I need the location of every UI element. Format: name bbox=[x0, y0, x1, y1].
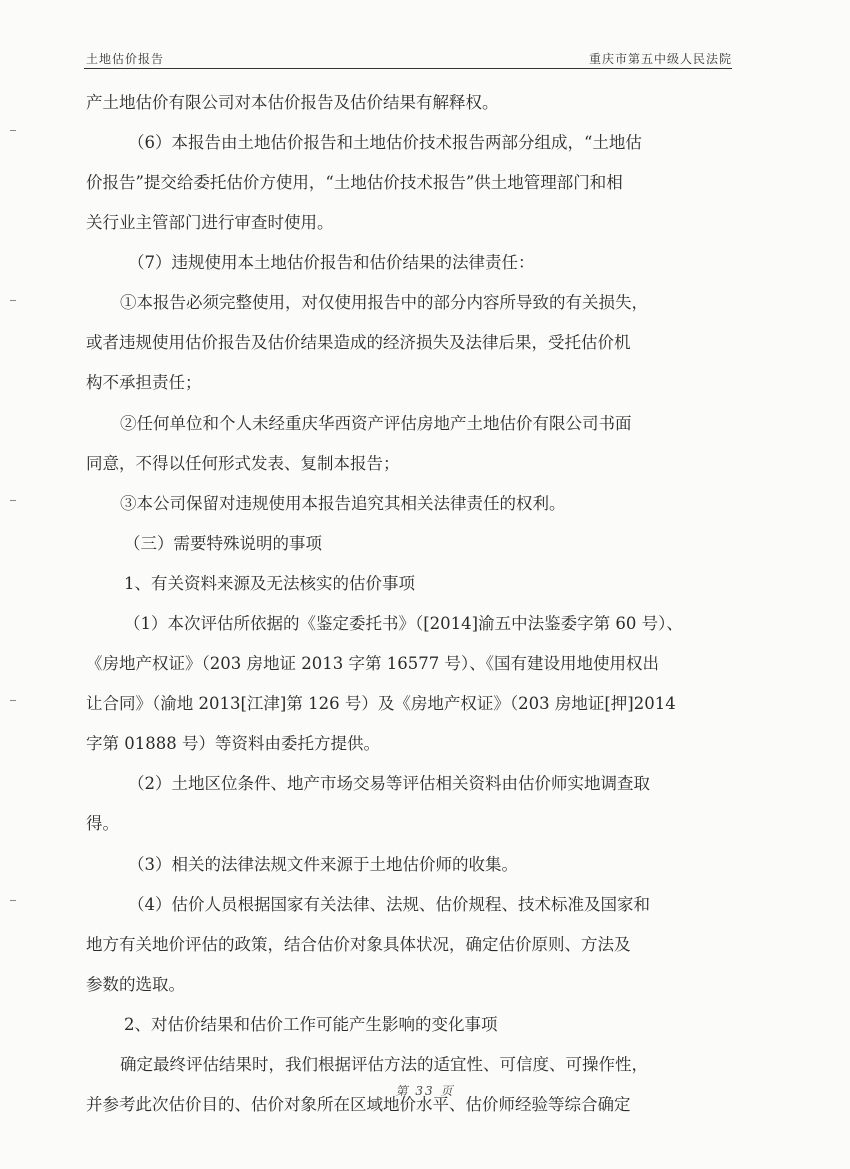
text-line: ①本报告必须完整使用，对仅使用报告中的部分内容所导致的有关损失， bbox=[120, 293, 648, 312]
text-line: ②任何单位和个人未经重庆华西资产评估房地产土地估价有限公司书面 bbox=[120, 414, 632, 433]
text-line: 1、有关资料来源及无法核实的估价事项 bbox=[124, 574, 415, 593]
text-line: 地方有关地价评估的政策，结合估价对象具体状况，确定估价原则、方法及 bbox=[86, 935, 631, 954]
text-line: 2、对估价结果和估价工作可能产生影响的变化事项 bbox=[124, 1015, 498, 1034]
text-line: 并参考此次估价目的、估价对象所在区域地价水平、估价师经验等综合确定 bbox=[86, 1095, 631, 1114]
scan-edge-mark bbox=[10, 130, 16, 131]
text-line: 产土地估价有限公司对本估价报告及估价结果有解释权。 bbox=[86, 93, 499, 112]
header-right-title: 重庆市第五中级人民法院 bbox=[588, 52, 732, 66]
scan-edge-mark bbox=[10, 900, 16, 901]
text-line: （三）需要特殊说明的事项 bbox=[124, 534, 322, 553]
text-line: （6）本报告由土地估价报告和土地估价技术报告两部分组成，“土地估 bbox=[128, 133, 642, 152]
text-line: 构不承担责任； bbox=[86, 373, 202, 392]
text-line: 价报告”提交给委托估价方使用，“土地估价技术报告”供土地管理部门和相 bbox=[86, 173, 623, 192]
page-header bbox=[84, 46, 732, 69]
text-line: （3）相关的法律法规文件来源于土地估价师的收集。 bbox=[128, 855, 518, 874]
text-line: 字第 01888 号）等资料由委托方提供。 bbox=[86, 734, 380, 753]
scan-edge-mark bbox=[10, 700, 16, 701]
text-line: ③本公司保留对违规使用本报告追究其相关法律责任的权利。 bbox=[120, 494, 566, 513]
text-line: （2）土地区位条件、地产市场交易等评估相关资料由估价师实地调查取 bbox=[128, 774, 650, 793]
text-line: 同意，不得以任何形式发表、复制本报告； bbox=[86, 454, 400, 473]
text-line: 确定最终评估结果时，我们根据评估方法的适宜性、可信度、可操作性， bbox=[120, 1055, 648, 1074]
scan-edge-mark bbox=[10, 500, 16, 501]
text-line: （7）违规使用本土地估价报告和估价结果的法律责任： bbox=[128, 253, 535, 272]
text-line: 让合同》（渝地 2013[江津]第 126 号）及《房地产权证》（203 房地证[押]2014 bbox=[86, 694, 676, 713]
header-left-title: 土地估价报告 bbox=[86, 52, 165, 66]
page-number: 第 33 页 bbox=[395, 1084, 455, 1098]
text-line: （1）本次评估所依据的《鉴定委托书》（[2014]渝五中法鉴委字第 60 号）、 bbox=[124, 614, 683, 633]
text-line: （4）估价人员根据国家有关法律、法规、估价规程、技术标准及国家和 bbox=[128, 895, 650, 914]
scan-edge-mark bbox=[10, 300, 16, 301]
text-line: 关行业主管部门进行审查时使用。 bbox=[86, 213, 334, 232]
text-line: 或者违规使用估价报告及估价结果造成的经济损失及法律后果，受托估价机 bbox=[86, 333, 631, 352]
text-line: 《房地产权证》（203 房地证 2013 字第 16577 号）、《国有建设用地使用权出 bbox=[86, 654, 659, 673]
text-line: 参数的选取。 bbox=[86, 975, 185, 994]
text-line: 得。 bbox=[86, 814, 119, 833]
